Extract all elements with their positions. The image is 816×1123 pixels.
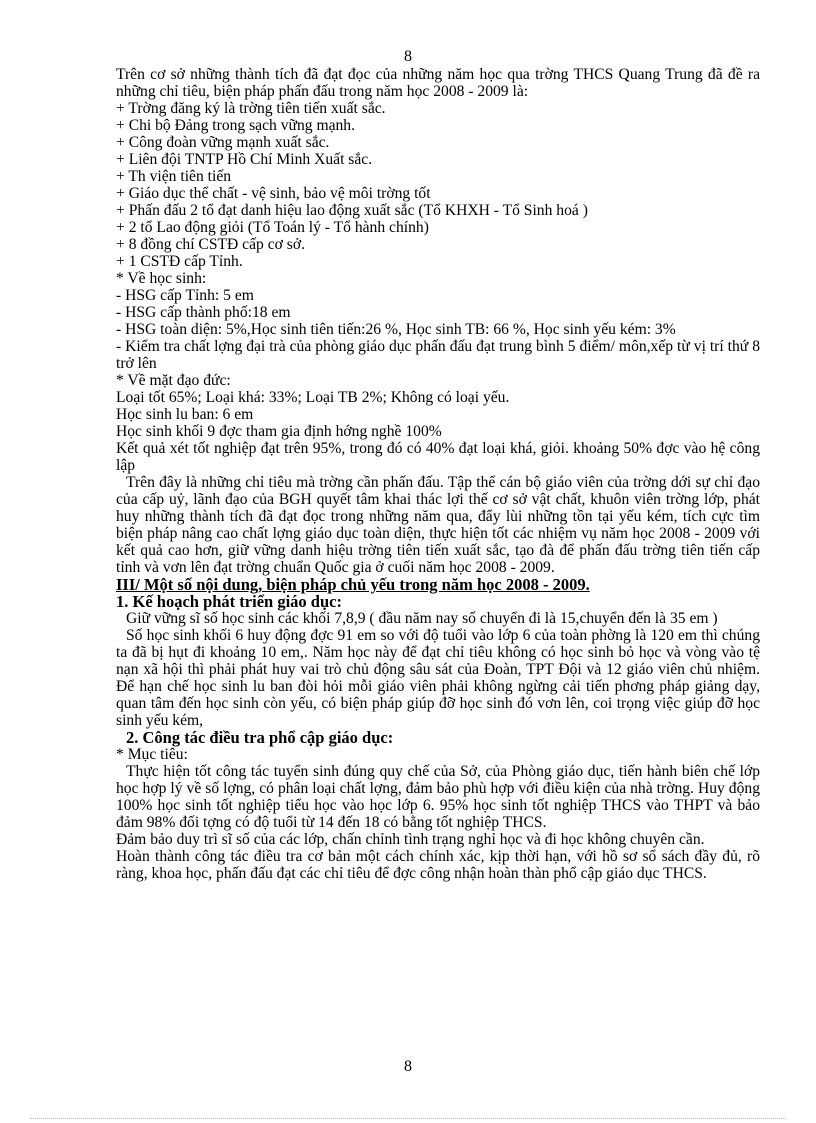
page-number-top: 8 <box>404 48 412 65</box>
subsection-2-heading: 2. Công tác điều tra phổ cập giáo dục: <box>126 728 394 747</box>
ethics-heading: * Về mặt đạo đức: <box>116 372 231 389</box>
subsection-2-paragraph-1: Thực hiện tốt công tác tuyển sinh đúng quy chế của Sở, của Phòng giáo dục, tiến hành biên chế lớp học hợp lý về số lợng, có phân loại chất lợng, đảm bảo phù hợp với điều kiện của nhà trờng. Huy động 100% học sinh tốt nghiệp tiểu học vào học lớp 6. 95% học sinh tốt nghiệp THCS vào THPT và bảo đảm 98% đối tợng có độ tuổi từ 14 đến 18 có bằng tốt nghiệp THCS. <box>116 763 760 831</box>
goal-item: + Th viện tiên tiến <box>116 168 232 185</box>
ethics-item: Kết quả xét tốt nghiệp đạt trên 95%, trong đó có 40% đạt loại khá, giỏi. khoảng 50% đợc vào hệ công lập <box>116 440 760 474</box>
goal-item: + Giáo dục thể chất - vệ sinh, bảo vệ môi trờng tốt <box>116 185 431 202</box>
document-body <box>116 66 760 882</box>
page-bottom-divider <box>30 1118 786 1119</box>
ethics-item: Học sinh lu ban: 6 em <box>116 406 254 423</box>
goal-item: + 8 đồng chí CSTĐ cấp cơ sở. <box>116 236 305 253</box>
ethics-item: Học sinh khối 9 đợc tham gia định hớng nghề 100% <box>116 423 442 440</box>
student-item: - HSG toàn diện: 5%,Học sinh tiên tiến:26 %, Học sinh TB: 66 %, Học sinh yếu kém: 3% <box>116 321 676 338</box>
students-heading: * Về học sinh: <box>116 270 207 287</box>
intro-paragraph: Trên cơ sở những thành tích đã đạt đọc của những năm học qua trờng THCS Quang Trung đã đề ra những chỉ tiêu, biện pháp phấn đấu trong năm học 2008 - 2009 là: <box>116 66 760 100</box>
subsection-2-paragraph-2: Đảm bảo duy trì sĩ số của các lớp, chấn chỉnh tình trạng nghỉ học và đi học không chuyên cần. <box>116 831 705 848</box>
goals-list <box>116 100 760 270</box>
goal-item: + Trờng đăng ký là trờng tiên tiến xuất sắc. <box>116 100 386 117</box>
goal-item: + Công đoàn vững mạnh xuất sắc. <box>116 134 330 151</box>
ethics-list <box>116 389 760 474</box>
students-list <box>116 287 760 372</box>
subsection-1-paragraph-1: Giữ vững sĩ số học sinh các khối 7,8,9 ( đầu năm nay số chuyển đi là 15,chuyển đến là 35 em ) <box>126 610 718 627</box>
subsection-2-paragraph-3: Hoàn thành công tác điều tra cơ bản một cách chính xác, kịp thời hạn, với hồ sơ sổ sách đầy đủ, rõ ràng, khoa học, phấn đấu đạt các chỉ tiêu để đợc công nhận hoàn thàn phổ cập giáo dục THCS. <box>116 848 760 882</box>
section-3-heading: III/ Một số nội dung, biện pháp chủ yếu trong năm học 2008 - 2009. <box>116 575 590 594</box>
goal-item: + 1 CSTĐ cấp Tỉnh. <box>116 253 243 270</box>
summary-paragraph: Trên đây là những chỉ tiêu mà trờng cần phấn đấu. Tập thể cán bộ giáo viên của trờng dới sự chỉ đạo của cấp uỷ, lãnh đạo của BGH quyết tâm khai thác lợi thế cơ sở vật chất, khuôn viên trờng lớp, phát huy những thành tích đã đạt đọc trong những năm qua, đẩy lùi những tồn tại yếu kém, tích cực tìm biện pháp nâng cao chất lợng giáo dục toàn diện, thực hiện tốt các nhiệm vụ năm học 2008 - 2009 với kết quả cao hơn, giữ vững danh hiệu trờng tiên tiến xuất sắc, tạo đà để phấn đấu trờng tiên tiến cấp tỉnh và vơn lên đạt trờng chuẩn Quốc gia ở cuối năm học 2008 - 2009. <box>116 474 760 576</box>
goal-item: + Phấn đấu 2 tổ đạt danh hiệu lao động xuất sắc (Tổ KHXH - Tổ Sinh hoá ) <box>116 202 588 219</box>
ethics-item: Loại tốt 65%; Loại khá: 33%; Loại TB 2%; Không có loại yếu. <box>116 389 510 406</box>
student-item: - Kiểm tra chất lợng đại trà của phòng giáo dục phấn đấu đạt trung bình 5 điểm/ môn,xếp từ vị trí thứ 8 trở lên <box>116 338 760 372</box>
student-item: - HSG cấp thành phố:18 em <box>116 304 291 321</box>
subsection-2-target-label: * Mục tiêu: <box>116 746 188 763</box>
subsection-1-paragraph-2: Số học sinh khối 6 huy động đợc 91 em so với độ tuổi vào lớp 6 của toàn phờng là 120 em thì chúng ta đã bị hụt đi khoảng 10 em,. Năm học này để đạt chỉ tiêu không có học sinh bỏ học và vòng vào tệ nạn xã hội thì phải phát huy vai trò chủ động sâu sát của Đoàn, TPT Đội và 12 giáo viên chủ nhiệm. Để hạn chế học sinh lu ban đòi hỏi mỗi giáo viên phải không ngừng cải tiến phơng pháp giảng dạy, quan tâm đến học sinh còn yếu, có biện pháp giúp đỡ học sinh đó vơn lên, coi trọng việc giúp đỡ học sinh yếu kém, <box>116 627 760 729</box>
goal-item: + Liên đội TNTP Hồ Chí Minh Xuất sắc. <box>116 151 373 168</box>
goal-item: + 2 tổ Lao động giỏi (Tổ Toán lý - Tổ hành chính) <box>116 219 429 236</box>
goal-item: + Chi bộ Đảng trong sạch vững mạnh. <box>116 117 355 134</box>
subsection-1-heading: 1. Kế hoạch phát triển giáo dục: <box>116 592 342 611</box>
student-item: - HSG cấp Tỉnh: 5 em <box>116 287 254 304</box>
page-number-bottom: 8 <box>404 1058 412 1075</box>
